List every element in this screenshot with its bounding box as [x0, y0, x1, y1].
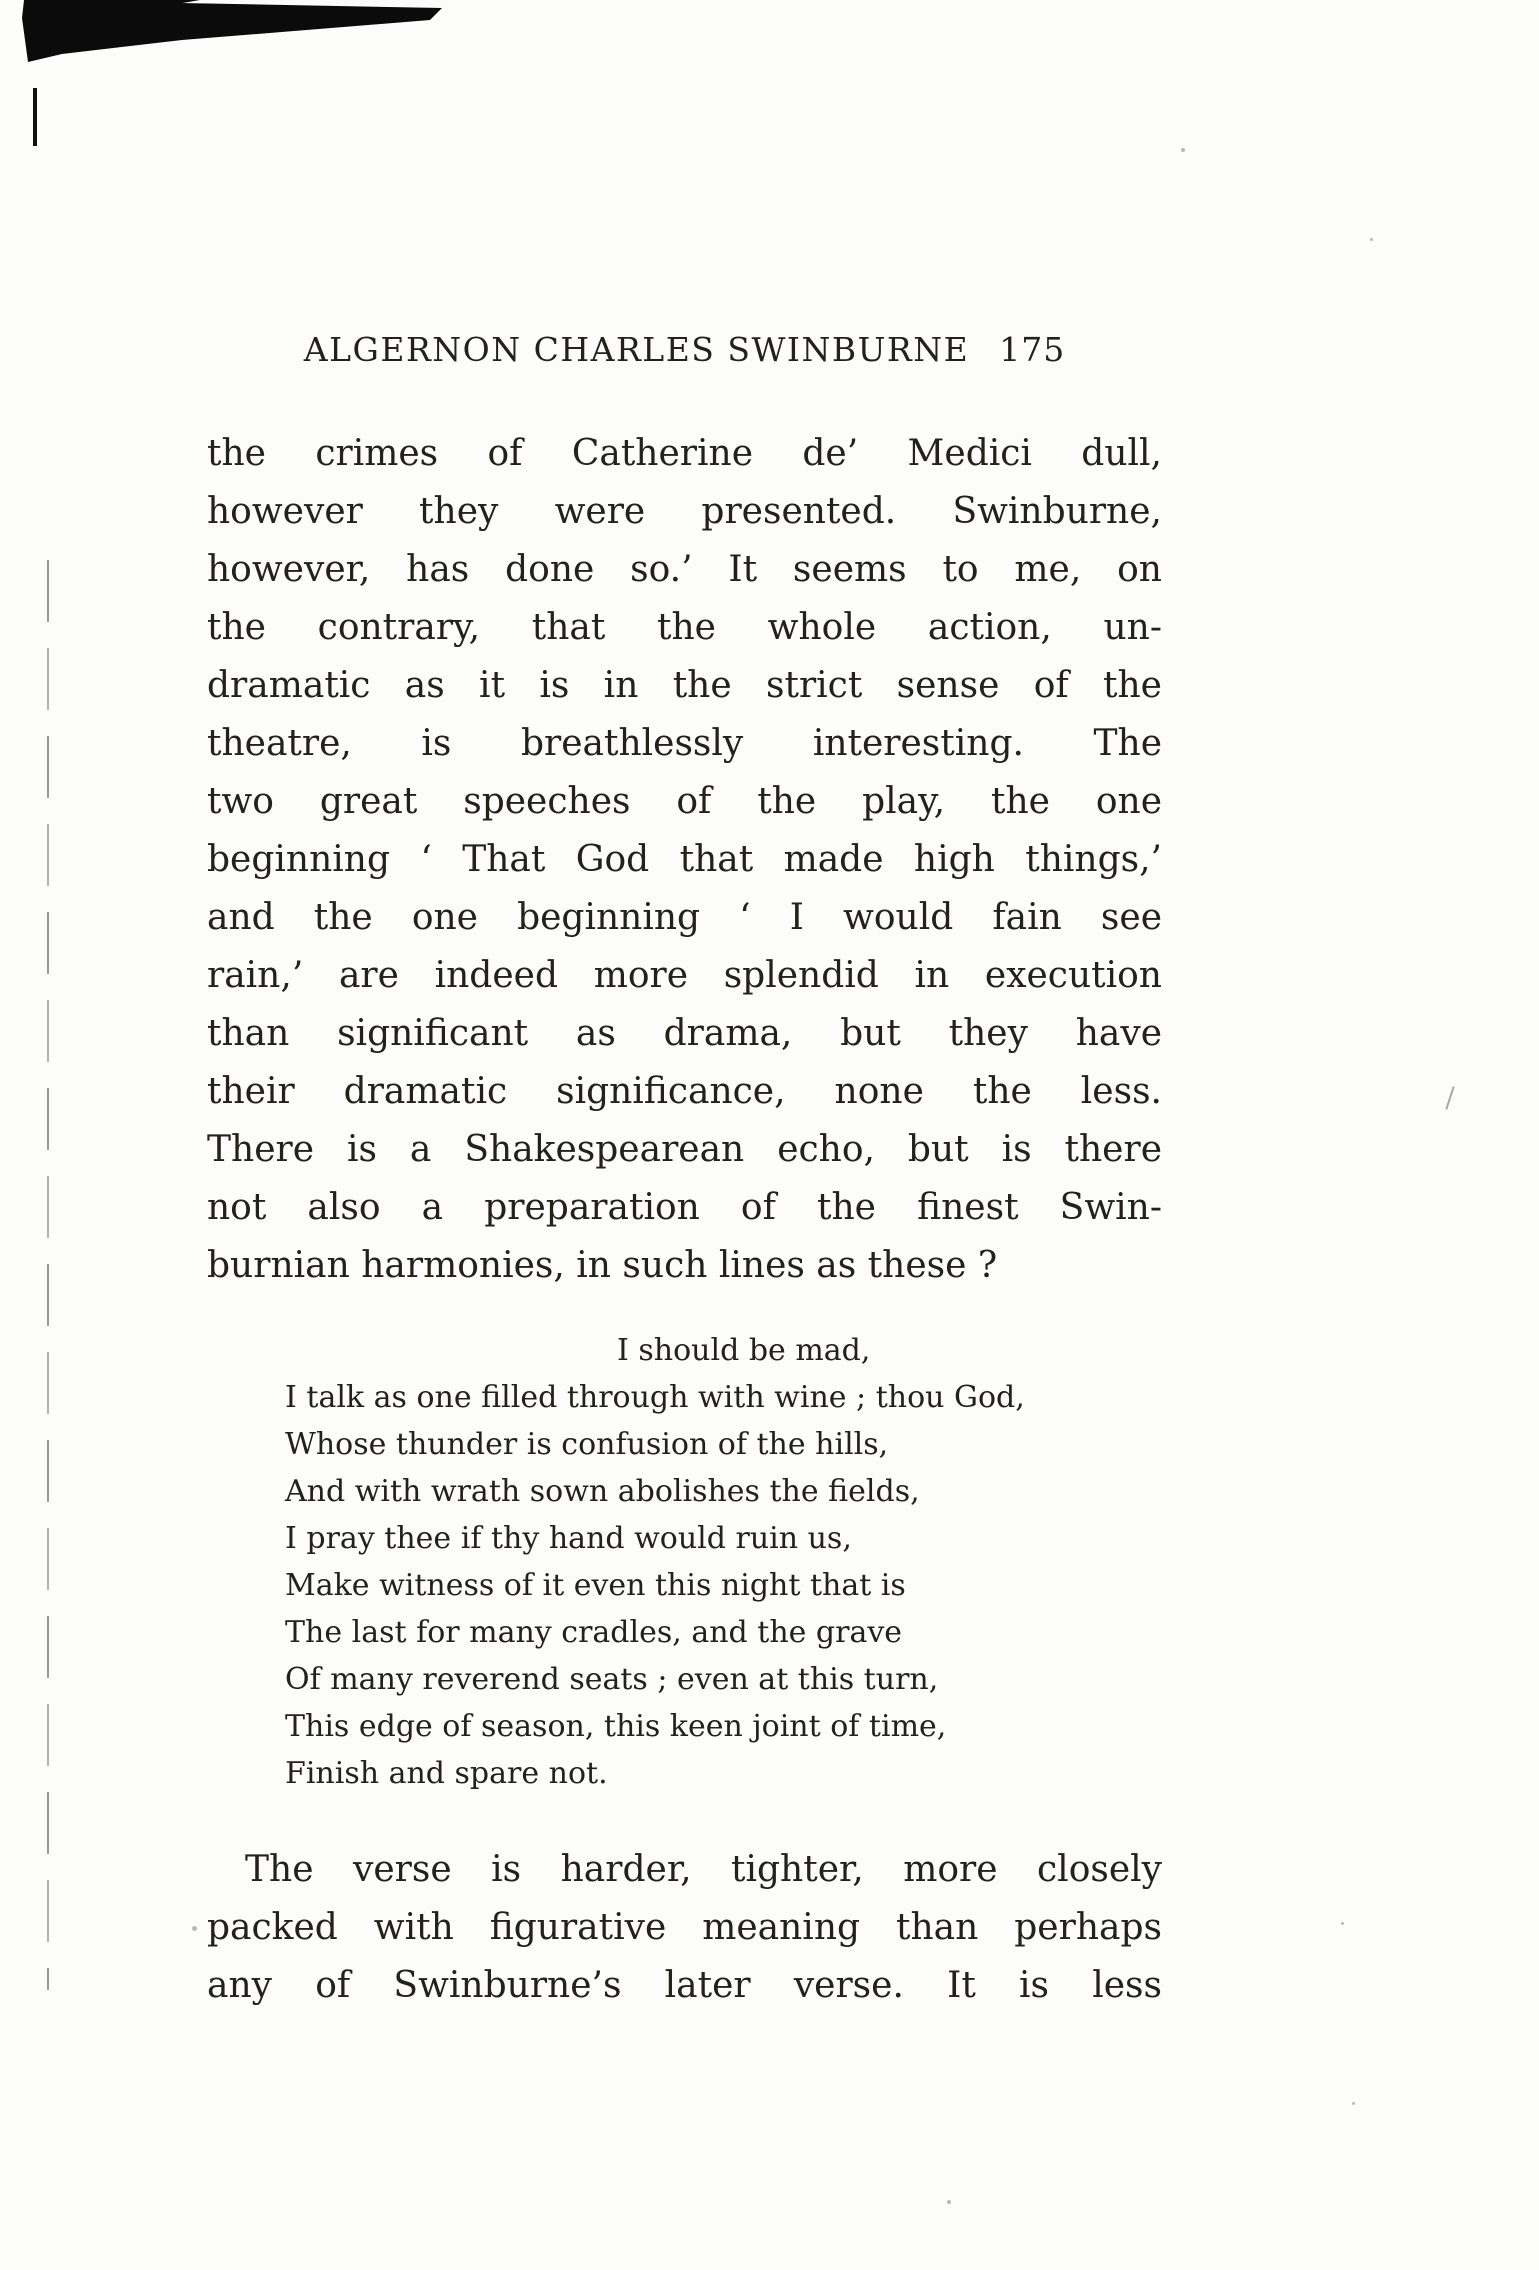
text-line: and the one beginning ‘ I would fain see	[207, 897, 1162, 938]
text-line: burnian harmonies, in such lines as these ?	[207, 1245, 998, 1286]
paragraph-continuation	[207, 425, 1162, 1295]
text-line: Whose thunder is confusion of the hills,	[285, 1427, 889, 1462]
text-line: two great speeches of the play, the one	[207, 781, 1162, 822]
scan-tick-mark	[33, 88, 37, 146]
scan-speck	[1181, 148, 1185, 152]
text-line: I talk as one filled through with wine ; thou God,	[285, 1380, 1025, 1415]
text-line: And with wrath sown abolishes the fields,	[285, 1474, 920, 1509]
text-line: dramatic as it is in the strict sense of the	[207, 665, 1162, 706]
scan-speck	[192, 1926, 197, 1931]
text-line: their dramatic significance, none the less.	[207, 1071, 1162, 1112]
page-number: 175	[999, 330, 1066, 369]
text-column	[207, 330, 1162, 2015]
text-line: rain,’ are indeed more splendid in execution	[207, 955, 1162, 996]
text-line: however they were presented. Swinburne,	[207, 491, 1162, 532]
scan-slash-mark	[1445, 1086, 1454, 1109]
text-line: however, has done so.’ It seems to me, on	[207, 549, 1162, 590]
binding-margin-line	[47, 560, 49, 1990]
text-line: The verse is harder, tighter, more closely	[245, 1849, 1162, 1890]
scan-speck	[1341, 1922, 1344, 1925]
scan-speck	[1352, 2102, 1355, 2105]
running-header	[207, 330, 1162, 369]
scan-speck	[1370, 238, 1373, 241]
text-line: There is a Shakespearean echo, but is there	[207, 1129, 1162, 1170]
text-line: beginning ‘ That God that made high things,’	[207, 839, 1162, 880]
scan-smudge-wedge	[0, 0, 470, 120]
paragraph-closing	[207, 1841, 1162, 2015]
text-line: I should be mad,	[617, 1333, 871, 1368]
text-line: Finish and spare not.	[285, 1756, 608, 1791]
verse-quotation	[285, 1327, 1162, 1797]
text-line: any of Swinburne’s later verse. It is less	[207, 1965, 1162, 2006]
text-line: not also a preparation of the finest Swin-	[207, 1187, 1162, 1228]
text-line: Make witness of it even this night that is	[285, 1568, 906, 1603]
text-line: the crimes of Catherine de’ Medici dull,	[207, 433, 1162, 474]
scan-speck	[947, 2200, 951, 2204]
text-line: the contrary, that the whole action, un-	[207, 607, 1162, 648]
text-line: Of many reverend seats ; even at this turn,	[285, 1662, 939, 1697]
text-line: This edge of season, this keen joint of time,	[285, 1709, 947, 1744]
header-title: ALGERNON CHARLES SWINBURNE	[303, 330, 970, 369]
text-line: I pray thee if thy hand would ruin us,	[285, 1521, 852, 1556]
text-line: than significant as drama, but they have	[207, 1013, 1162, 1054]
text-line: packed with figurative meaning than perhaps	[207, 1907, 1162, 1948]
text-line: theatre, is breathlessly interesting. The	[207, 723, 1162, 764]
text-line: The last for many cradles, and the grave	[285, 1615, 903, 1650]
